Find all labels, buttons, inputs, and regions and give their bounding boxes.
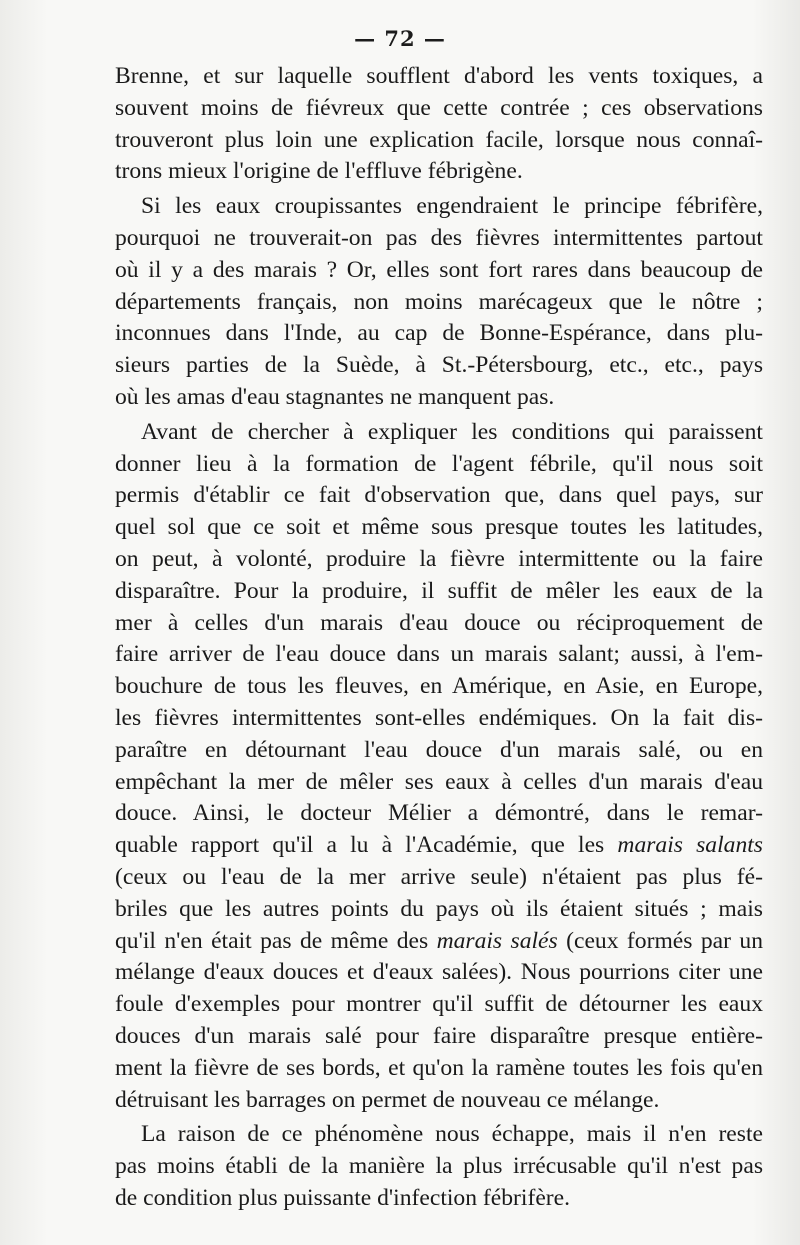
text-run: (ceux formés par un (557, 927, 763, 954)
text-line: briles que les autres points du pays où ils étaient situés ; mais (115, 895, 763, 922)
text-line: de condition plus puissante d'infection fébrifère. (115, 1184, 571, 1211)
text-line: douce. Ainsi, le docteur Mélier a démontré, dans le remar- (115, 800, 763, 827)
text-line (115, 926, 763, 958)
text-line: trouveront plus loin une explication facile, lorsque nous connaî- (115, 126, 763, 153)
text-line: mer à celles d'un marais d'eau douce ou réciproquement de (115, 609, 763, 636)
text-line: donner lieu à la formation de l'agent fébrile, qu'il nous soit (115, 450, 763, 477)
text-line: Si les eaux croupissantes engendraient le principe fébrifère, (141, 193, 763, 220)
italic-term: marais salés (436, 927, 558, 954)
text-line: pourquoi ne trouverait-on pas des fièvres intermittentes partout (115, 224, 763, 251)
paragraph-1 (115, 61, 763, 188)
text-line: foule d'exemples pour montrer qu'il suffit de détourner les eaux (115, 991, 763, 1018)
text-line (115, 830, 763, 862)
text-line: permis d'établir ce fait d'observation que, dans quel pays, sur (115, 482, 763, 509)
text-line: disparaître. Pour la produire, il suffit de mêler les eaux de la (115, 577, 763, 604)
paragraph-2 (115, 191, 763, 414)
text-line: les fièvres intermittentes sont-elles endémiques. On la fait dis- (115, 704, 763, 731)
italic-term: marais salants (617, 832, 763, 859)
text-line: trons mieux l'origine de l'effluve fébrigène. (115, 158, 523, 185)
text-line: départements français, non moins marécageux que le nôtre ; (115, 288, 763, 315)
text-line: ment la fièvre de ses bords, et qu'on la ramène toutes les fois qu'en (115, 1054, 763, 1081)
paragraph-4 (115, 1119, 763, 1214)
text-run: qu'il n'en était pas de même des (115, 927, 437, 954)
text-line: empêchant la mer de mêler ses eaux à celles d'un marais d'eau (115, 768, 763, 795)
text-line: (ceux ou l'eau de la mer arrive seule) n'étaient pas plus fé- (115, 863, 763, 890)
text-line: faire arriver de l'eau douce dans un marais salant; aussi, à l'em- (115, 641, 763, 668)
text-line: paraître en détournant l'eau douce d'un marais salé, ou en (115, 736, 763, 763)
text-line: pas moins établi de la manière la plus irrécusable qu'il n'est pas (115, 1153, 763, 1180)
text-line: on peut, à volonté, produire la fièvre intermittente ou la faire (115, 545, 763, 572)
page-body (115, 61, 763, 1215)
text-line: bouchure de tous les fleuves, en Amérique, en Asie, en Europe, (115, 673, 763, 700)
text-line: souvent moins de fiévreux que cette contrée ; ces observations (115, 94, 763, 121)
text-line: détruisant les barrages on permet de nouveau ce mélange. (115, 1086, 660, 1113)
text-line: où les amas d'eau stagnantes ne manquent pas. (115, 383, 555, 410)
text-line: Avant de chercher à expliquer les conditions qui paraissent (141, 418, 763, 445)
text-line: Brenne, et sur laquelle soufflent d'abord les vents toxiques, a (115, 63, 763, 89)
text-line: douces d'un marais salé pour faire disparaître presque entière- (115, 1022, 763, 1049)
text-line: où il y a des marais ? Or, elles sont fort rares dans beaucoup de (115, 256, 763, 283)
text-line: La raison de ce phénomène nous échappe, mais il n'en reste (141, 1121, 763, 1148)
text-line: sieurs parties de la Suède, à St.-Pétersbourg, etc., etc., pays (115, 352, 763, 379)
text-line: inconnues dans l'Inde, au cap de Bonne-Espérance, dans plu- (115, 320, 763, 347)
paragraph-3 (115, 417, 763, 1117)
text-line: quel sol que ce soit et même sous presque toutes les latitudes, (115, 514, 763, 541)
text-line: mélange d'eaux douces et d'eaux salées). Nous pourrions citer une (115, 959, 763, 986)
page-number: — 72 — (354, 26, 446, 51)
text-run: quable rapport qu'il a lu à l'Académie, que les (115, 832, 618, 859)
